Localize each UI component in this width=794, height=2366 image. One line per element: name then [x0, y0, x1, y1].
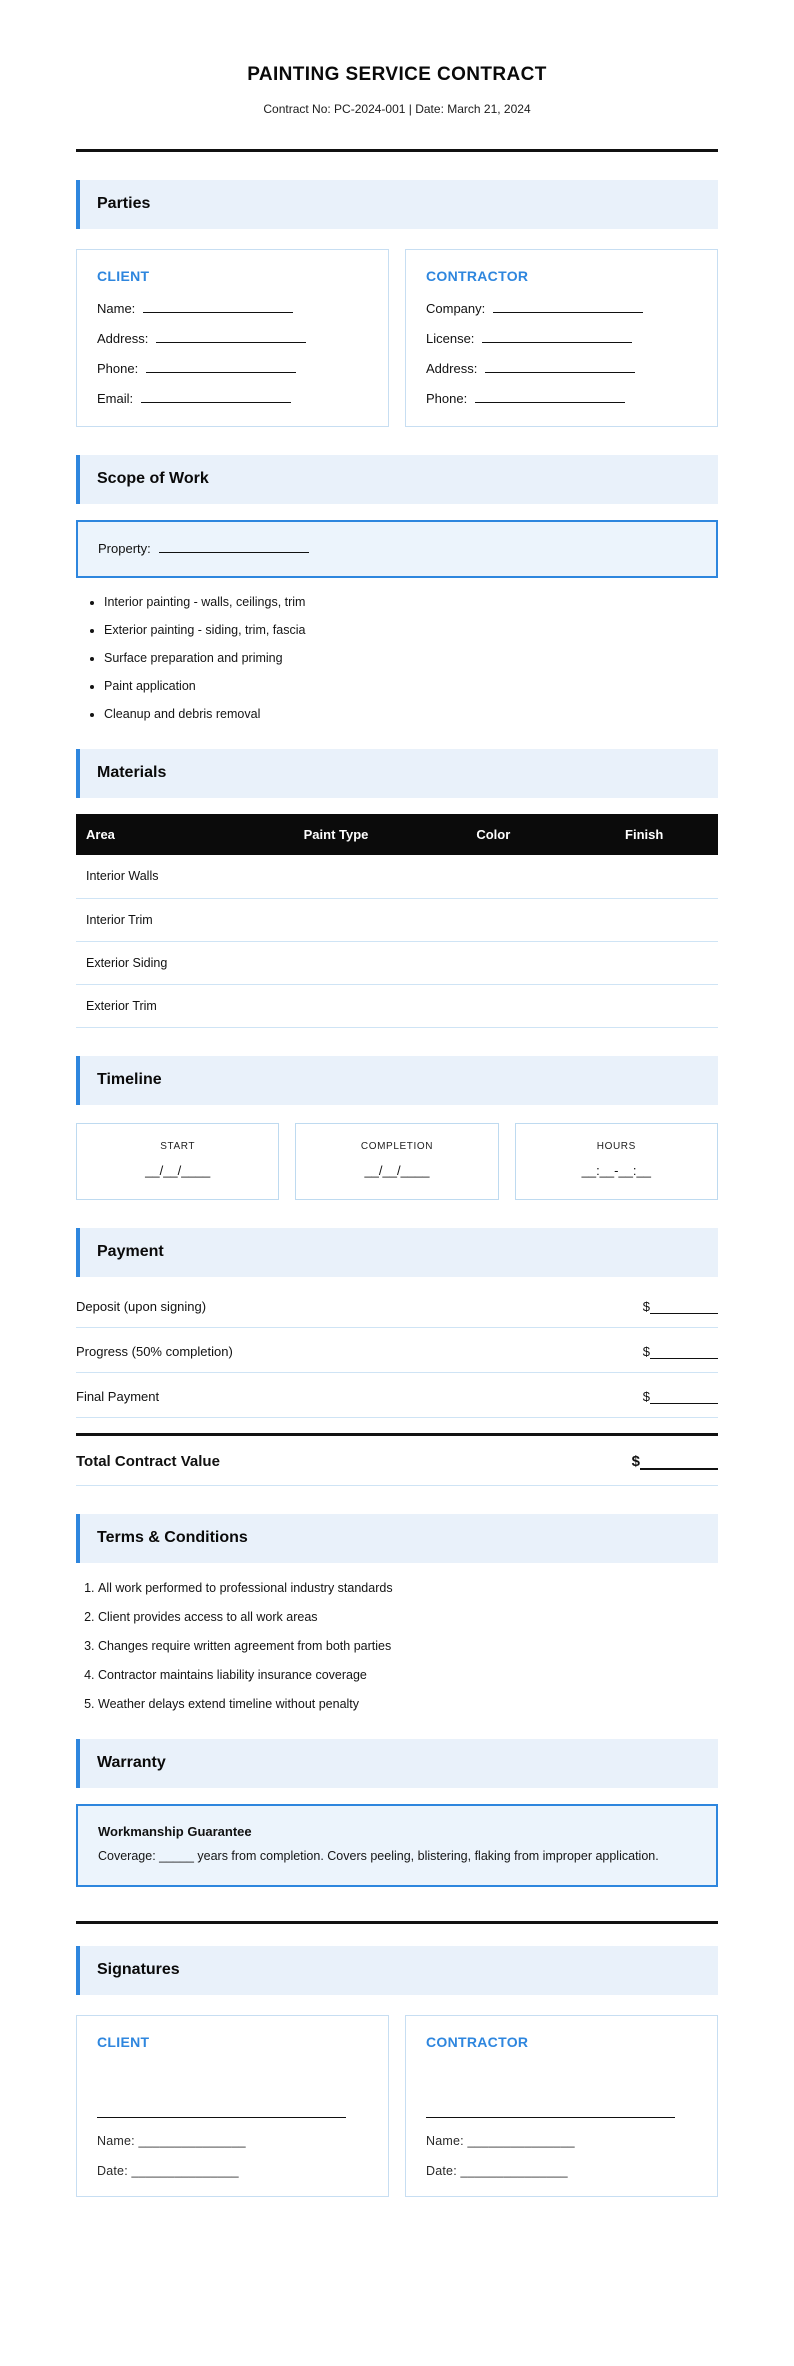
column-header-color: Color — [416, 814, 570, 855]
finish-cell — [570, 941, 718, 984]
client-signature-heading: CLIENT — [97, 2034, 150, 2050]
contractor-address-label: Address: — [426, 361, 478, 376]
progress-amount — [643, 1344, 718, 1359]
color-cell — [416, 984, 570, 1027]
contractor-panel-heading: CONTRACTOR — [426, 268, 529, 284]
signatures-section-heading: Signatures — [76, 1946, 718, 1995]
property-blank-line — [159, 541, 309, 553]
payment-row-progress — [76, 1328, 718, 1373]
section-payment — [76, 1228, 718, 1486]
deposit-label: Deposit (upon signing) — [76, 1298, 207, 1314]
materials-table — [76, 814, 718, 1028]
total-contract-value-label: Total Contract Value — [76, 1452, 220, 1470]
scope-items-list — [76, 595, 718, 721]
timeline-completion-box — [295, 1123, 498, 1200]
paint-type-cell — [256, 941, 417, 984]
timeline-hours-label: HOURS — [596, 1140, 636, 1152]
timeline-completion-label: COMPLETION — [360, 1140, 434, 1152]
client-address-field — [97, 331, 368, 346]
contractor-phone-blank-line — [475, 391, 625, 403]
property-box — [76, 520, 718, 578]
document-title: PAINTING SERVICE CONTRACT — [247, 64, 547, 85]
scope-item: • Paint application — [104, 679, 718, 693]
signature-columns — [76, 2015, 718, 2197]
payment-row-final — [76, 1373, 718, 1418]
timeline-section-heading: Timeline — [76, 1056, 718, 1105]
contractor-signature-panel — [405, 2015, 718, 2197]
contractor-license-blank-line — [482, 331, 632, 343]
paint-type-cell — [256, 898, 417, 941]
client-signature-area — [97, 2067, 368, 2117]
column-header-area: Area — [76, 814, 256, 855]
final-payment-amount — [643, 1389, 718, 1404]
client-name-field — [97, 301, 368, 316]
total-blank-line — [640, 1457, 718, 1470]
client-panel-heading: CLIENT — [97, 268, 150, 284]
client-email-blank-line — [141, 391, 291, 403]
document-meta: Contract No: PC-2024-001 | Date: March 21, 2024 — [263, 102, 531, 116]
client-phone-blank-line — [146, 361, 296, 373]
client-phone-field — [97, 361, 368, 376]
timeline-start-box — [76, 1123, 279, 1200]
area-cell: Interior Trim — [76, 898, 256, 941]
terms-item: 1. All work performed to professional industry standards — [98, 1581, 718, 1595]
dollar-sign: $ — [642, 1388, 650, 1404]
warranty-box — [76, 1804, 718, 1888]
timeline-start-blank: __/__/____ — [145, 1162, 211, 1178]
paint-type-cell — [256, 984, 417, 1027]
property-label: Property: — [98, 541, 151, 556]
timeline-start-label: START — [160, 1140, 196, 1152]
parties-section-heading: Parties — [76, 180, 718, 229]
contractor-phone-label: Phone: — [426, 391, 468, 406]
final-payment-blank-line — [650, 1391, 718, 1404]
contractor-signature-area — [426, 2067, 697, 2117]
parties-columns — [76, 249, 718, 427]
dollar-sign: $ — [631, 1452, 640, 1470]
terms-item: 5. Weather delays extend timeline without penalty — [98, 1697, 718, 1711]
signatures-top-divider — [76, 1921, 718, 1924]
section-terms — [76, 1514, 718, 1711]
client-email-field — [97, 391, 368, 406]
contractor-phone-field — [426, 391, 697, 406]
contractor-signature-name: Name: _______________ — [426, 2134, 575, 2148]
table-row — [76, 898, 718, 941]
payment-section-heading: Payment — [76, 1228, 718, 1277]
scope-item: • Surface preparation and priming — [104, 651, 718, 665]
client-phone-label: Phone: — [97, 361, 139, 376]
area-cell: Exterior Siding — [76, 941, 256, 984]
contractor-signature-heading: CONTRACTOR — [426, 2034, 529, 2050]
section-materials — [76, 749, 718, 1028]
contractor-license-label: License: — [426, 331, 475, 346]
scope-section-heading: Scope of Work — [76, 455, 718, 504]
contractor-panel — [405, 249, 718, 427]
column-header-paint-type: Paint Type — [256, 814, 417, 855]
client-address-blank-line — [156, 331, 306, 343]
section-parties — [76, 180, 718, 427]
timeline-boxes — [76, 1123, 718, 1200]
final-payment-label: Final Payment — [76, 1388, 160, 1404]
client-signature-panel — [76, 2015, 389, 2197]
scope-item: • Interior painting - walls, ceilings, trim — [104, 595, 718, 609]
terms-item: 3. Changes require written agreement from both parties — [98, 1639, 718, 1653]
client-email-label: Email: — [97, 391, 134, 406]
total-contract-value-amount — [632, 1453, 718, 1470]
warranty-coverage-text: Coverage: _____ years from completion. Covers peeling, blistering, flaking from improper application. — [98, 1848, 659, 1863]
warranty-guarantee-title: Workmanship Guarantee — [98, 1823, 252, 1839]
terms-list — [76, 1581, 718, 1711]
contractor-address-field — [426, 361, 697, 376]
contractor-license-field — [426, 331, 697, 346]
finish-cell — [570, 855, 718, 898]
contractor-address-blank-line — [485, 361, 635, 373]
client-signature-line — [97, 2117, 346, 2118]
materials-header-row — [76, 814, 718, 855]
document-header — [76, 64, 718, 152]
section-warranty — [76, 1739, 718, 1888]
client-panel — [76, 249, 389, 427]
table-row — [76, 984, 718, 1027]
client-address-label: Address: — [97, 331, 149, 346]
contractor-signature-date: Date: _______________ — [426, 2164, 568, 2178]
contractor-company-label: Company: — [426, 301, 486, 316]
terms-item: 4. Contractor maintains liability insurance coverage — [98, 1668, 718, 1682]
client-name-label: Name: — [97, 301, 136, 316]
client-signature-name: Name: _______________ — [97, 2134, 246, 2148]
payment-rows — [76, 1283, 718, 1418]
paint-type-cell — [256, 855, 417, 898]
contractor-signature-line — [426, 2117, 675, 2118]
color-cell — [416, 855, 570, 898]
materials-section-heading: Materials — [76, 749, 718, 798]
terms-item: 2. Client provides access to all work areas — [98, 1610, 718, 1624]
finish-cell — [570, 984, 718, 1027]
color-cell — [416, 898, 570, 941]
contractor-company-blank-line — [493, 301, 643, 313]
dollar-sign: $ — [642, 1343, 650, 1359]
warranty-section-heading: Warranty — [76, 1739, 718, 1788]
scope-item: • Exterior painting - siding, trim, fascia — [104, 623, 718, 637]
timeline-hours-box — [515, 1123, 718, 1200]
area-cell: Exterior Trim — [76, 984, 256, 1027]
timeline-completion-blank: __/__/____ — [364, 1162, 430, 1178]
table-row — [76, 941, 718, 984]
finish-cell — [570, 898, 718, 941]
client-signature-date: Date: _______________ — [97, 2164, 239, 2178]
area-cell: Interior Walls — [76, 855, 256, 898]
section-signatures — [76, 1946, 718, 2197]
section-timeline — [76, 1056, 718, 1200]
column-header-finish: Finish — [570, 814, 718, 855]
color-cell — [416, 941, 570, 984]
scope-item: • Cleanup and debris removal — [104, 707, 718, 721]
contractor-company-field — [426, 301, 697, 316]
client-name-blank-line — [143, 301, 293, 313]
table-row — [76, 855, 718, 898]
dollar-sign: $ — [642, 1298, 650, 1314]
deposit-amount — [643, 1299, 718, 1314]
timeline-hours-blank: __:__-__:__ — [581, 1162, 652, 1178]
payment-row-deposit — [76, 1283, 718, 1328]
payment-total-row — [76, 1436, 718, 1486]
progress-blank-line — [650, 1346, 718, 1359]
deposit-blank-line — [650, 1301, 718, 1314]
terms-section-heading: Terms & Conditions — [76, 1514, 718, 1563]
progress-label: Progress (50% completion) — [76, 1343, 233, 1359]
section-scope-of-work — [76, 455, 718, 721]
